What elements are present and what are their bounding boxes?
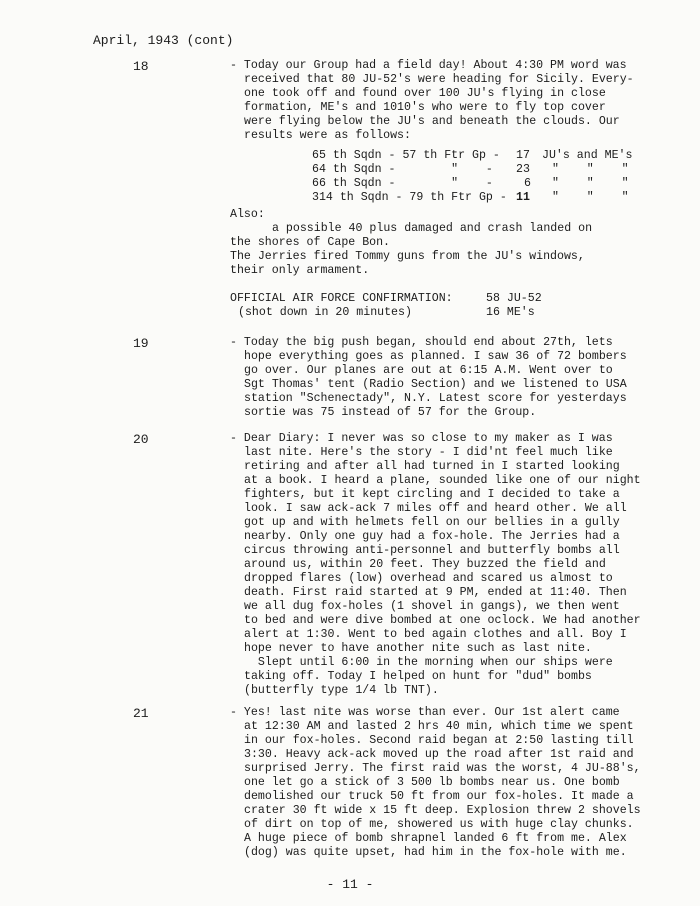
victory-row	[230, 163, 629, 177]
entry-line: dropped flares (low) overhead and scared us almost to	[244, 572, 613, 585]
entry-line: hope everything goes as planned. I saw 36 of 72 bombers	[244, 350, 627, 363]
entry-line: to bed and were dive bombed at one oclock. We had another	[244, 614, 641, 627]
entry-line: retiring and after all had turned in I started looking	[244, 460, 620, 473]
entry-line: at 12:30 AM and lasted 2 hrs 40 min, which time we spent	[244, 720, 634, 733]
entry-body	[230, 59, 650, 322]
entry-line: The Jerries fired Tommy guns from the JU's windows,	[230, 250, 585, 263]
victory-count: 17	[516, 149, 530, 162]
entry-line: last nite. Here's the story - I did'nt feel much like	[244, 446, 613, 459]
entry-line: - Dear Diary: I never was so close to my maker as I was	[230, 432, 613, 445]
entry-line: look. I saw ack-ack 7 miles off and heard other. We all	[244, 502, 627, 515]
entry-line: A huge piece of bomb shrapnel landed 6 ft from me. Alex	[244, 832, 627, 845]
entry-line: hope never to have another nite such as last nite.	[244, 642, 592, 655]
entry-line: Also:	[230, 208, 265, 221]
entry-line: death. First raid started at 9 PM, ended at 11:40. Then	[244, 586, 627, 599]
entry-body	[230, 336, 650, 420]
confirmation-value: 16 ME's	[486, 306, 535, 319]
entry-line: taking off. Today I helped on hunt for "dud" bombs	[244, 670, 592, 683]
entry-line: crater 30 ft wide x 15 ft deep. Explosion threw 2 shovels	[244, 804, 641, 817]
victory-kind: JU's and ME's	[542, 149, 633, 162]
page-header-date: April, 1943 (cont)	[93, 33, 234, 48]
victory-count: 11	[516, 191, 530, 204]
victory-kind: " " "	[552, 177, 629, 190]
entry-line: (butterfly type 1/4 lb TNT).	[244, 684, 439, 697]
victory-count: 23	[516, 163, 530, 176]
entry-line: nearby. Only one guy had a fox-hole. The Jerries had a	[244, 530, 620, 543]
entry-line: - Yes! last nite was worse than ever. Our 1st alert came	[230, 706, 620, 719]
entry-line: formation, ME's and 1010's who were to fly top cover	[244, 101, 606, 114]
entry-line: circus throwing anti-personnel and butterfly bombs all	[244, 544, 620, 557]
victory-row	[230, 149, 633, 163]
official-confirmation	[230, 292, 650, 322]
entry-line: 3:30. Heavy ack-ack moved up the road after 1st raid and	[244, 748, 634, 761]
entry-body	[230, 432, 650, 698]
victory-unit: 66 th Sqdn - " -	[312, 177, 493, 190]
entry-line: the shores of Cape Bon.	[230, 236, 391, 249]
confirmation-note: (shot down in 20 minutes)	[238, 306, 412, 319]
entry-line: one let go a stick of 3 500 lb bombs near us. One bomb	[244, 776, 620, 789]
entry-line: in our fox-holes. Second raid began at 2:50 lasting till	[244, 734, 634, 747]
victory-unit: 65 th Sqdn - 57 th Ftr Gp -	[312, 149, 500, 162]
entry-day: 21	[133, 706, 149, 721]
entry-line: alert at 1:30. Went to bed again clothes and all. Boy I	[244, 628, 627, 641]
entry-line: received that 80 JU-52's were heading for Sicily. Every-	[244, 73, 634, 86]
entry-line: of dirt on top of me, showered us with huge clay chunks.	[244, 818, 634, 831]
entry-line: results were as follows:	[244, 129, 411, 142]
entry-line: around us, within 20 feet. They buzzed the field and	[244, 558, 606, 571]
entry-line: surprised Jerry. The first raid was the worst, 4 JU-88's,	[244, 762, 641, 775]
entry-line: got up and with helmets fell on our bellies in a gully	[244, 516, 620, 529]
entry-line: we all dug fox-holes (1 shovel in gangs), we then went	[244, 600, 620, 613]
entry-line: one took off and found over 100 JU's flying in close	[244, 87, 606, 100]
entry-line: go over. Our planes are out at 6:15 A.M. Went over to	[244, 364, 613, 377]
entry-line: Slept until 6:00 in the morning when our ships were	[244, 656, 613, 669]
victory-table	[230, 149, 650, 206]
confirmation-label: OFFICIAL AIR FORCE CONFIRMATION:	[230, 292, 453, 305]
victory-unit: 64 th Sqdn - " -	[312, 163, 493, 176]
entry-line: their only armament.	[230, 264, 370, 277]
entry-body	[230, 706, 650, 860]
victory-unit: 314 th Sqdn - 79 th Ftr Gp -	[312, 191, 507, 204]
entry-line: station "Schenectady", N.Y. Latest score for yesterdays	[244, 392, 627, 405]
entry-day: 20	[133, 432, 149, 447]
entry-line: demolished our truck 50 ft from our fox-holes. It made a	[244, 790, 634, 803]
entry-day: 19	[133, 336, 149, 351]
entry-line: fighters, but it kept circling and I decided to take a	[244, 488, 620, 501]
entry-line: Sgt Thomas' tent (Radio Section) and we listened to USA	[244, 378, 627, 391]
page-number: - 11 -	[326, 877, 374, 892]
entry-day: 18	[133, 59, 149, 74]
entry-line: were flying below the JU's and beneath the clouds. Our	[244, 115, 620, 128]
victory-row	[230, 177, 629, 191]
entry-line: a possible 40 plus damaged and crash landed on	[272, 222, 593, 235]
victory-kind: " " "	[552, 191, 629, 204]
victory-count: 6	[524, 177, 531, 190]
entry-line: - Today the big push began, should end about 27th, lets	[230, 336, 613, 349]
entry-line: (dog) was quite upset, had him in the fox-hole with me.	[244, 846, 627, 859]
entry-line: at a book. I heard a plane, sounded like one of our night	[244, 474, 641, 487]
entry-line: sortie was 75 instead of 57 for the Group.	[244, 406, 537, 419]
entry-line: - Today our Group had a field day! About 4:30 PM word was	[230, 59, 627, 72]
victory-kind: " " "	[552, 163, 629, 176]
victory-row	[230, 191, 629, 205]
confirmation-value: 58 JU-52	[486, 292, 542, 305]
